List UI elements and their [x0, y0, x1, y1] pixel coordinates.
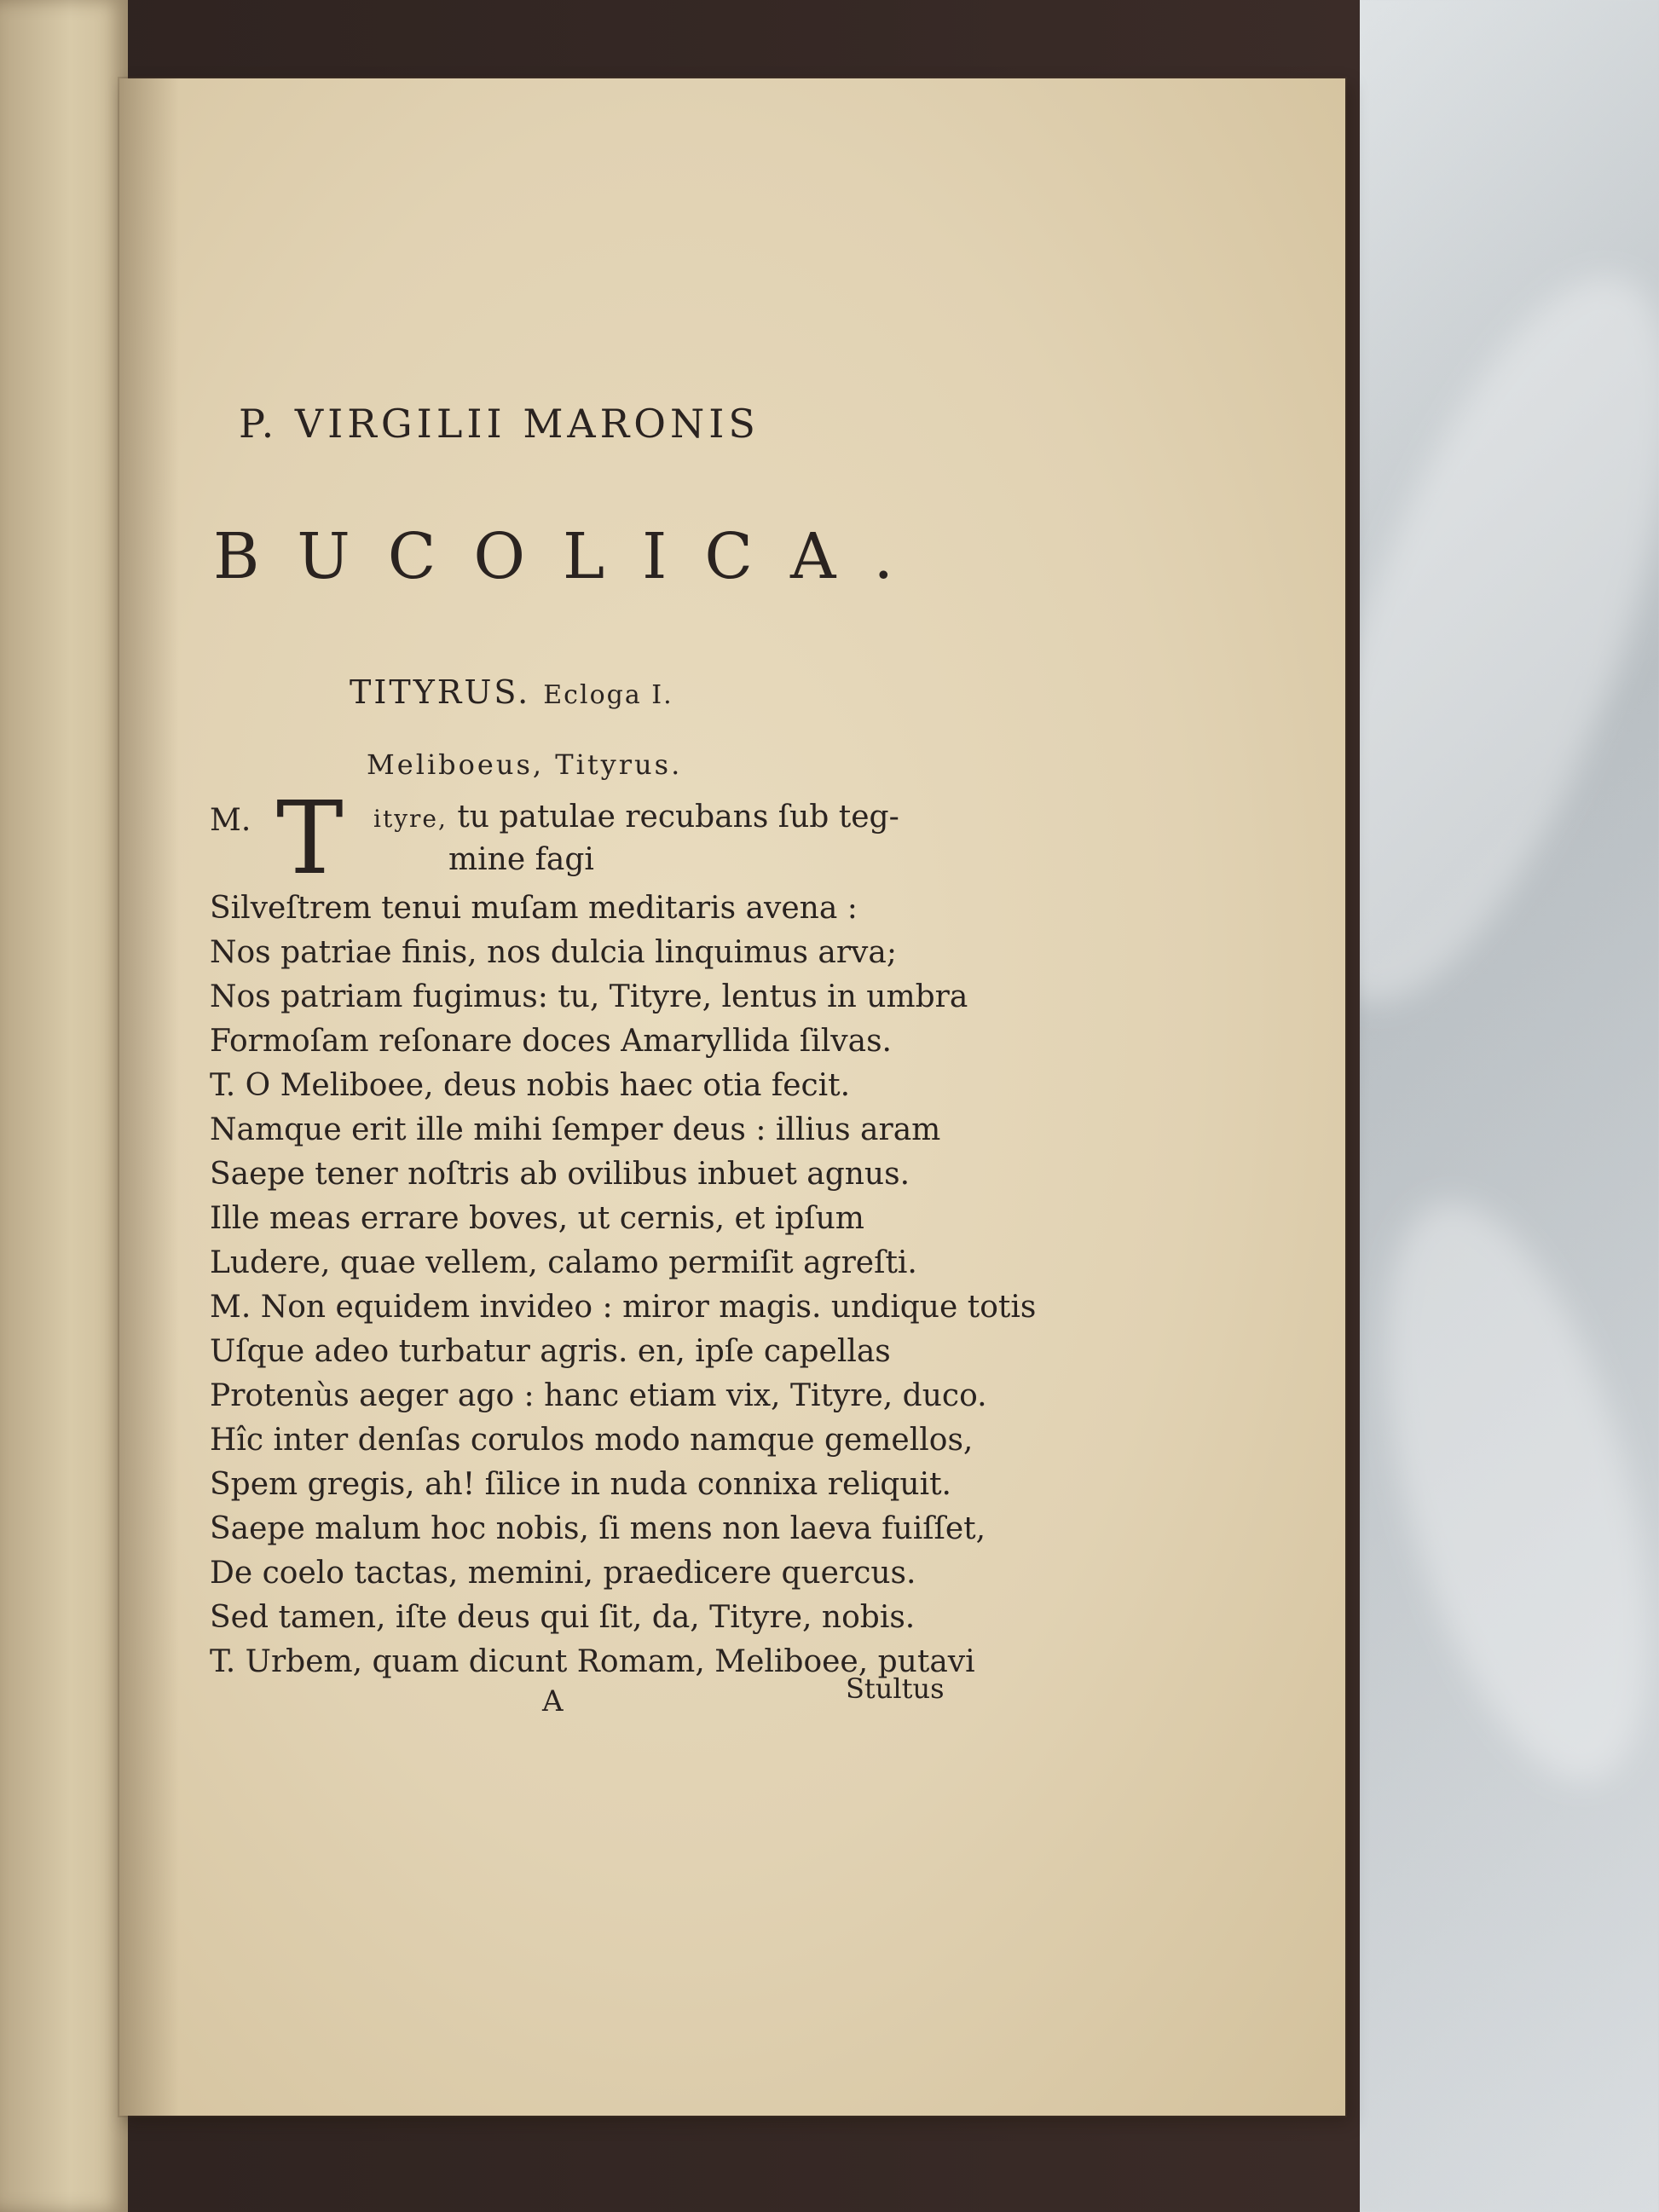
verse-line: Saepe malum hoc nobis, ſi mens non laeva fuiſſet, [210, 1511, 986, 1546]
eclogue-label: Ecloga I. [543, 680, 673, 710]
signature-mark: A [542, 1684, 564, 1718]
opening-line-1-rest: tu patulae recubans ſub teg- [447, 800, 899, 835]
opening-line-2: mine fagi [448, 842, 594, 877]
verse-line: Ludere, quae vellem, calamo permiſit agreſti. [210, 1245, 917, 1280]
opening-verse [210, 779, 943, 897]
verse-line: Ille meas errare boves, ut cernis, et ipſum [210, 1201, 864, 1236]
verse-line: Nos patriam fugimus: tu, Tityre, lentus in umbra [210, 979, 968, 1014]
speaker-marker: M. [210, 803, 251, 838]
catchword: Stultus [846, 1672, 945, 1705]
verse-line: Protenùs aeger ago : hanc etiam vix, Tityre, duco. [210, 1378, 987, 1413]
left-page [0, 0, 128, 2212]
verse-line: Nos patriae finis, nos dulcia linquimus arva; [210, 935, 897, 970]
opening-smallcaps: ityre, [373, 805, 448, 833]
marble-surface [1333, 1175, 1659, 1808]
verse-lines [210, 887, 1037, 1684]
verse-line: Silveſtrem tenui muſam meditaris avena : [210, 891, 858, 926]
running-title: P. VIRGILII MARONIS [239, 401, 760, 447]
drop-cap: T [276, 779, 344, 897]
verse-line: De coelo tactas, memini, praedicere quercus. [210, 1556, 916, 1591]
verse-line: Formoſam reſonare doces Amaryllida ſilvas. [210, 1024, 892, 1059]
eclogue-heading [350, 673, 861, 711]
verse-line: Saepe tener noſtris ab ovilibus inbuet agnus. [210, 1157, 910, 1192]
verse-line: M. Non equidem invideo : miror magis. undique totis [210, 1290, 1037, 1325]
verse-line: T. Urbem, quam dicunt Romam, Meliboee, putavi [210, 1644, 975, 1679]
speakers-line: Meliboeus, Tityrus. [367, 748, 683, 781]
verse-line: Hîc inter denſas corulos modo namque gemellos, [210, 1423, 974, 1458]
work-title: BUCOLICA. [213, 520, 931, 593]
verse-line: T. O Meliboee, deus nobis haec otia fecit. [210, 1068, 851, 1103]
verse-line: Spem gregis, ah! ſilice in nuda connixa reliquit. [210, 1467, 951, 1502]
eclogue-name: TITYRUS. [350, 673, 531, 711]
opening-line-1 [373, 800, 899, 835]
verse-line: Namque erit ille mihi ſemper deus : illius aram [210, 1112, 941, 1147]
verse-line: Sed tamen, iſte deus qui ſit, da, Tityre, nobis. [210, 1600, 916, 1635]
verse-line: Uſque adeo turbatur agris. en, ipſe capellas [210, 1334, 891, 1369]
gutter-shadow [119, 78, 179, 2116]
